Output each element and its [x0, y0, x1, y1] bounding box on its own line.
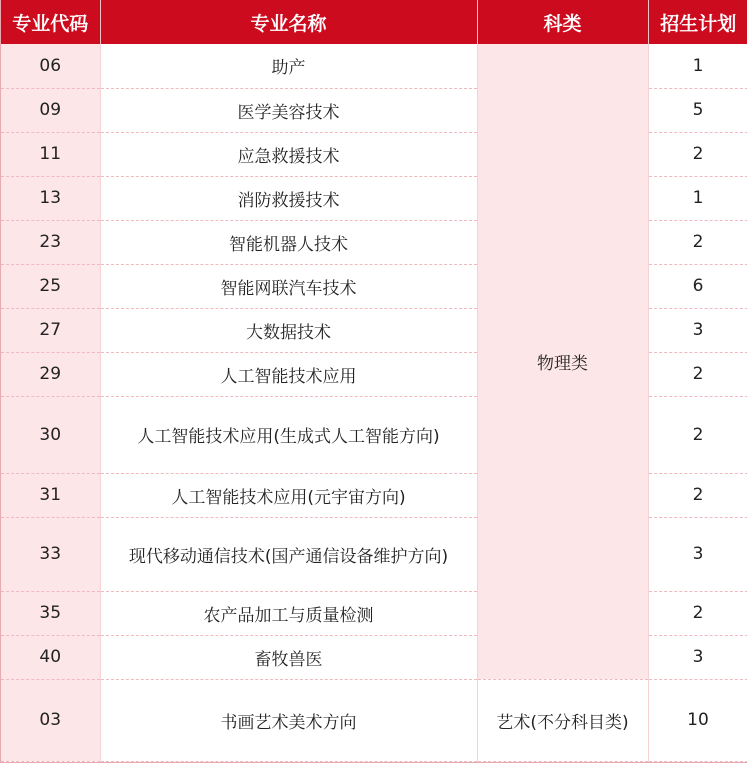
major-code: 27 — [1, 308, 100, 352]
plan-count: 2 — [648, 132, 747, 176]
plan-count: 2 — [648, 220, 747, 264]
major-code: 23 — [1, 220, 100, 264]
major-name: 人工智能技术应用(元宇宙方向) — [100, 473, 477, 517]
major-code: 11 — [1, 132, 100, 176]
major-code: 33 — [1, 517, 100, 591]
plan-count: 10 — [648, 679, 747, 761]
major-name: 智能网联汽车技术 — [100, 264, 477, 308]
plan-count: 1 — [648, 44, 747, 88]
major-name: 消防救援技术 — [100, 176, 477, 220]
header-row — [1, 0, 747, 44]
major-code: 30 — [1, 396, 100, 473]
plan-count: 2 — [648, 473, 747, 517]
major-code: 13 — [1, 176, 100, 220]
major-name: 应急救援技术 — [100, 132, 477, 176]
major-name: 现代移动通信技术(国产通信设备维护方向) — [100, 517, 477, 591]
category-art: 艺术(不分科目类) — [477, 679, 648, 761]
plan-count: 6 — [648, 264, 747, 308]
major-code: 03 — [1, 679, 100, 761]
major-name: 农产品加工与质量检测 — [100, 591, 477, 635]
plan-count: 2 — [648, 352, 747, 396]
table-row — [1, 679, 747, 761]
major-name: 智能机器人技术 — [100, 220, 477, 264]
header-plan: 招生计划 — [648, 0, 747, 44]
header-name: 专业名称 — [100, 0, 477, 44]
major-code: 09 — [1, 88, 100, 132]
plan-count: 3 — [648, 308, 747, 352]
enrollment-table — [1, 0, 747, 762]
header-code: 专业代码 — [1, 0, 100, 44]
major-name: 人工智能技术应用(生成式人工智能方向) — [100, 396, 477, 473]
major-name: 人工智能技术应用 — [100, 352, 477, 396]
plan-count: 2 — [648, 591, 747, 635]
major-code: 25 — [1, 264, 100, 308]
major-code: 31 — [1, 473, 100, 517]
plan-count: 3 — [648, 517, 747, 591]
category-physics: 物理类 — [477, 44, 648, 679]
major-code: 06 — [1, 44, 100, 88]
plan-count: 1 — [648, 176, 747, 220]
major-name: 畜牧兽医 — [100, 635, 477, 679]
plan-count: 5 — [648, 88, 747, 132]
plan-count: 2 — [648, 396, 747, 473]
plan-count: 3 — [648, 635, 747, 679]
header-category: 科类 — [477, 0, 648, 44]
major-name: 大数据技术 — [100, 308, 477, 352]
major-code: 29 — [1, 352, 100, 396]
major-name: 医学美容技术 — [100, 88, 477, 132]
major-name: 助产 — [100, 44, 477, 88]
major-code: 35 — [1, 591, 100, 635]
major-name: 书画艺术美术方向 — [100, 679, 477, 761]
major-code: 40 — [1, 635, 100, 679]
table-row — [1, 44, 747, 88]
